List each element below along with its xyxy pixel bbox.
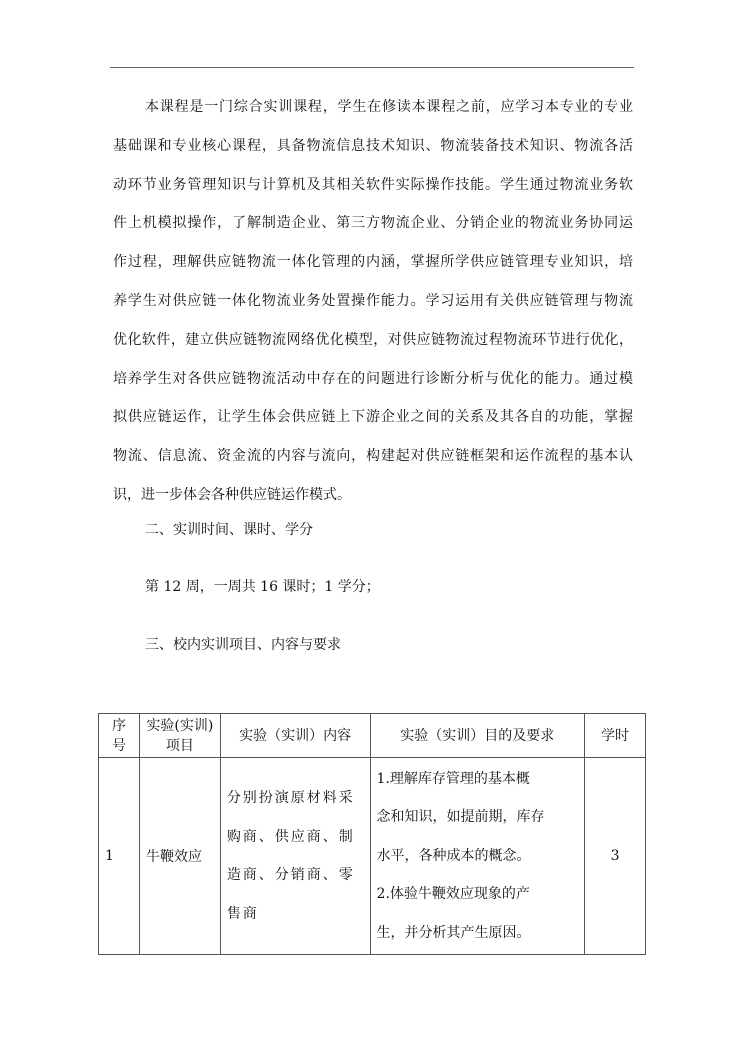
header-goals: 实验（实训）目的及要求 — [370, 714, 585, 758]
intro-paragraph — [113, 95, 633, 522]
text-line: 动环节业务管理知识与计算机及其相关软件实际操作技能。学生通过物流业务软 — [113, 176, 633, 193]
goal-line: 生，并分析其产生原因。 — [376, 924, 531, 941]
text-line: 识，进一步体会各种供应链运作模式。 — [113, 486, 351, 503]
header-project: 实验(实训)项目 — [139, 714, 220, 758]
cell-content: 分别扮演原材料采购商、供应商、制造商、分销商、零售商 — [220, 758, 370, 955]
goal-line: 水平，各种成本的概念。 — [376, 847, 531, 864]
section3-heading: 三、校内实训项目、内容与要求 — [145, 637, 341, 653]
header-content: 实验（实训）内容 — [220, 714, 370, 758]
text-line: 优化软件，建立供应链物流网络优化模型，对供应链物流过程物流环节进行优化， — [113, 331, 633, 348]
goal-line: 1.理解库存管理的基本概 — [376, 770, 530, 787]
text-line: 作过程，理解供应链物流一体化管理的内涵，掌握所学供应链管理专业知识，培 — [113, 254, 633, 271]
table-header-row — [99, 714, 646, 758]
header-rule — [110, 67, 634, 68]
header-no: 序号 — [99, 714, 140, 758]
section2-heading: 二、实训时间、课时、学分 — [145, 522, 313, 538]
text-line: 养学生对供应链一体化物流业务处置操作能力。学习运用有关供应链管理与物流 — [113, 292, 633, 309]
text-line: 本课程是一门综合实训课程，学生在修读本课程之前，应学习本专业的专业 — [145, 99, 633, 115]
text-line: 物流、信息流、资金流的内容与流向，构建起对供应链框架和运作流程的基本认 — [113, 448, 633, 465]
text-line: 基础课和专业核心课程，具备物流信息技术知识、物流装备技术知识、物流各活 — [113, 137, 633, 154]
text-line: 拟供应链运作，让学生体会供应链上下游企业之间的关系及其各自的功能，掌握 — [113, 409, 633, 426]
goal-line: 念和知识，如提前期，库存 — [376, 809, 545, 826]
cell-hours: 3 — [585, 758, 646, 955]
text-line: 培养学生对各供应链物流活动中存在的问题进行诊断分析与优化的能力。通过模 — [113, 370, 633, 387]
cell-goals — [370, 758, 585, 955]
section2-text: 第 12 周，一周共 16 课时；1 学分； — [145, 579, 380, 595]
goal-line: 2.体验牛鞭效应现象的产 — [376, 886, 530, 903]
header-hours: 学时 — [585, 714, 646, 758]
training-table — [98, 713, 646, 955]
table-row — [99, 758, 646, 955]
text-line: 件上机模拟操作，了解制造企业、第三方物流企业、分销企业的物流业务协同运 — [113, 215, 633, 232]
cell-project: 牛鞭效应 — [139, 758, 220, 955]
cell-no: 1 — [99, 758, 140, 955]
